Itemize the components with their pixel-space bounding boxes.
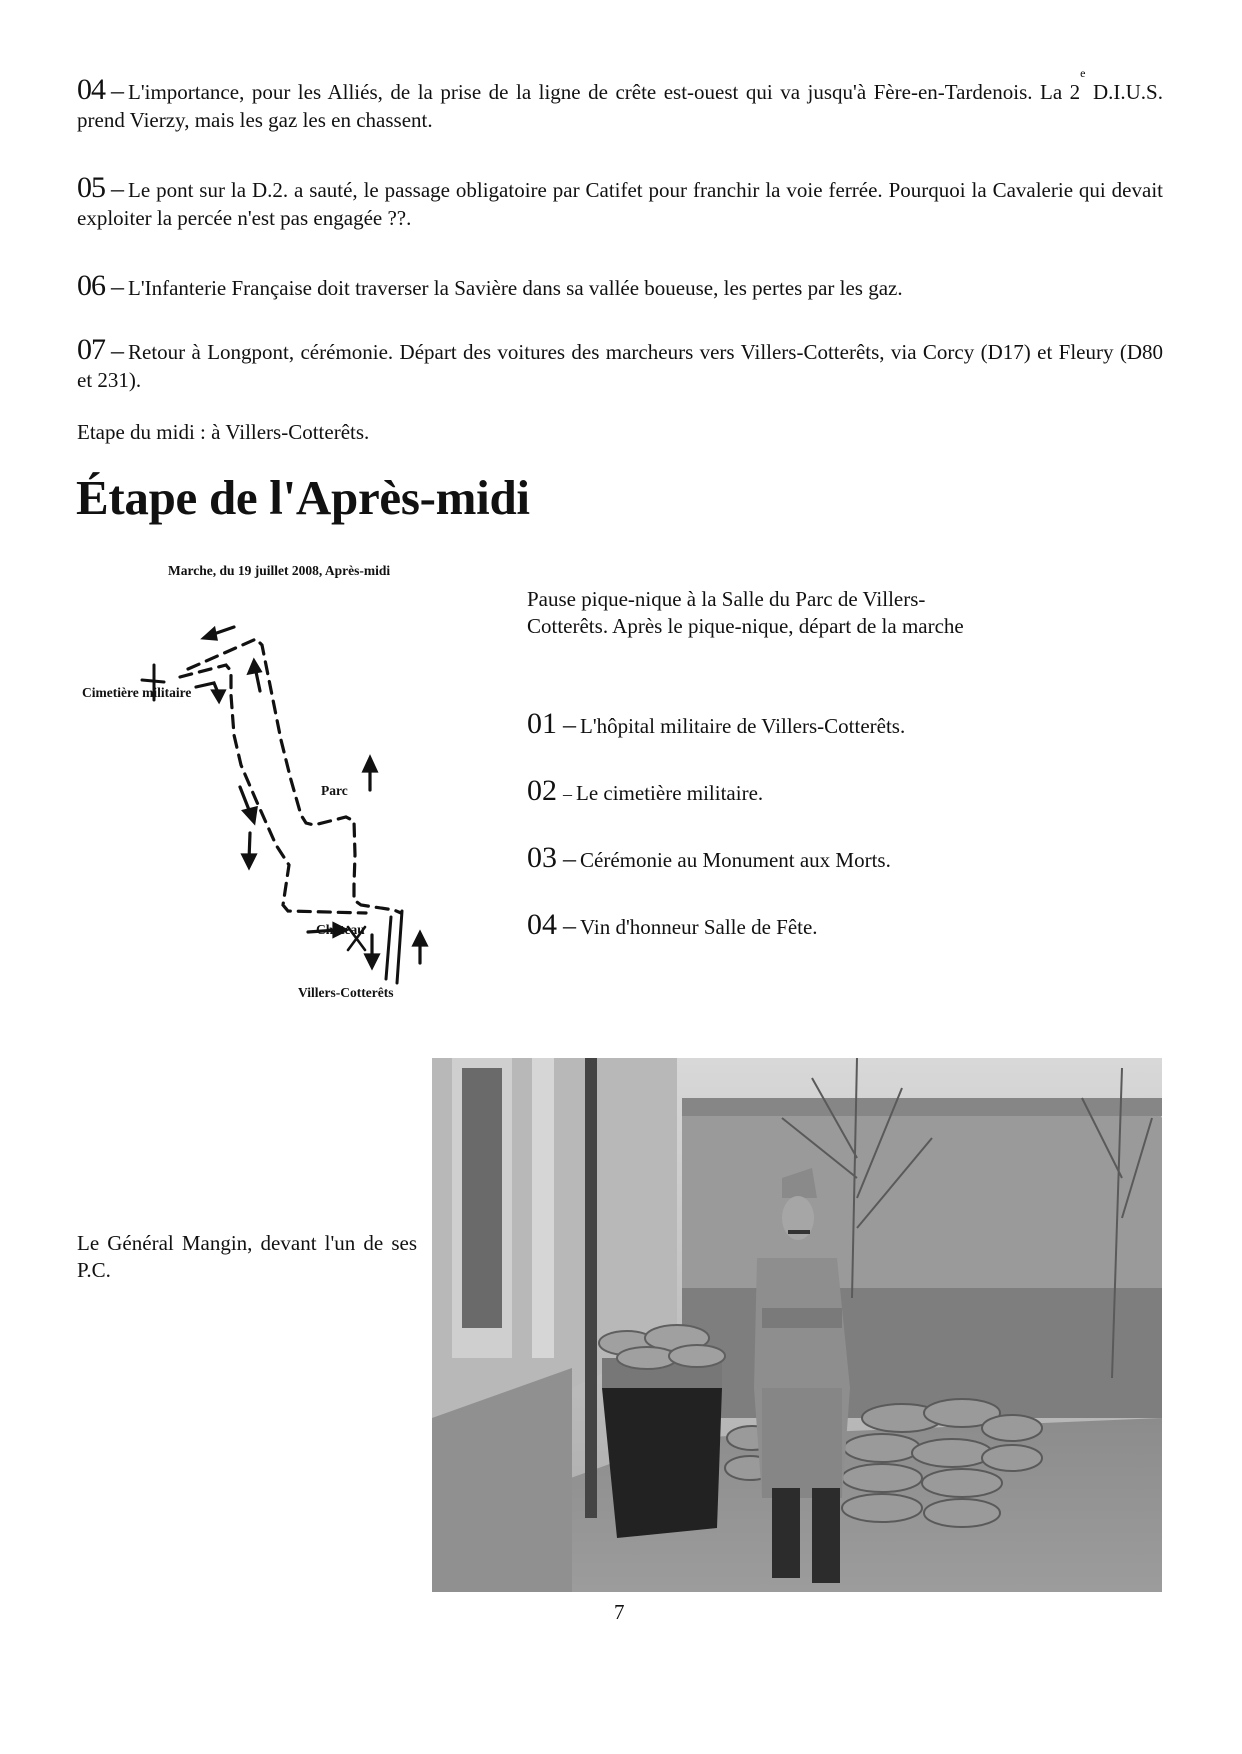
step-text: Le cimetière militaire. (576, 781, 764, 805)
item-number: 04 (77, 73, 105, 106)
item-number: 06 (77, 269, 105, 302)
step-number: 04 (527, 908, 557, 941)
photo-illustration (432, 1058, 1162, 1592)
item-dash: – (111, 336, 124, 365)
item-dash: – (111, 76, 124, 105)
map-label-castle: Château (316, 922, 365, 937)
item-text: L'importance, pour les Alliés, de la prise de la ligne de crête est-ouest qui va jusqu'à Fère-en-Tardenois. La 2 (128, 80, 1081, 104)
map-label-town: Villers-Cotterêts (298, 985, 394, 1000)
item-text-cont: D.I.U.S. prend Vierzy, mais les gaz les en chassent. (77, 80, 1163, 132)
step-dash: – (563, 784, 572, 804)
afternoon-step-02 (527, 775, 763, 810)
item-dash: – (111, 272, 124, 301)
afternoon-step-03 (527, 842, 891, 876)
item-dash: – (111, 174, 124, 203)
route-map-drawing (76, 555, 476, 1015)
item-text: L'Infanterie Française doit traverser la Savière dans sa vallée boueuse, les pertes par les gaz. (128, 276, 903, 300)
item-number: 07 (77, 333, 105, 366)
midday-stage: Etape du midi : à Villers-Cotterêts. (77, 420, 370, 444)
superscript: e (1080, 66, 1086, 80)
item-06 (77, 269, 1163, 302)
item-text: Retour à Longpont, cérémonie. Départ des voitures des marcheurs vers Villers-Cotterêts, via Corcy (D17) et Fleury (D80 et 231). (77, 340, 1163, 392)
step-text: Cérémonie au Monument aux Morts. (580, 848, 891, 872)
step-dash: – (563, 844, 576, 873)
map-label-park: Parc (321, 783, 348, 798)
map-label-cemetery: Cimetière militaire (82, 685, 192, 700)
step-number: 03 (527, 841, 557, 874)
item-04 (77, 66, 1163, 134)
page-number: 7 (614, 1600, 625, 1624)
photo-caption: Le Général Mangin, devant l'un de ses P.C. (77, 1231, 417, 1282)
item-text: Le pont sur la D.2. a sauté, le passage obligatoire par Catifet pour franchir la voie ferrée. Pourquoi la Cavalerie qui devait exploiter la percée n'est pas engagée ??. (77, 178, 1163, 230)
afternoon-step-04 (527, 909, 818, 943)
step-number: 01 (527, 707, 557, 740)
item-07 (77, 333, 1163, 394)
picnic-intro: Pause pique-nique à la Salle du Parc de Villers-Cotterêts. Après le pique-nique, départ de la marche (527, 587, 964, 638)
map-title: Marche, du 19 juillet 2008, Après-midi (168, 563, 391, 578)
step-number: 02 (527, 774, 557, 807)
item-05 (77, 171, 1163, 232)
item-number: 05 (77, 171, 105, 204)
step-text: L'hôpital militaire de Villers-Cotterêts. (580, 714, 906, 738)
afternoon-step-01 (527, 708, 905, 742)
section-heading: Étape de l'Après-midi (76, 470, 530, 525)
step-text: Vin d'honneur Salle de Fête. (580, 915, 818, 939)
step-dash: – (563, 911, 576, 940)
historical-photo (432, 1058, 1162, 1592)
step-dash: – (563, 710, 576, 739)
route-map (76, 555, 476, 1015)
